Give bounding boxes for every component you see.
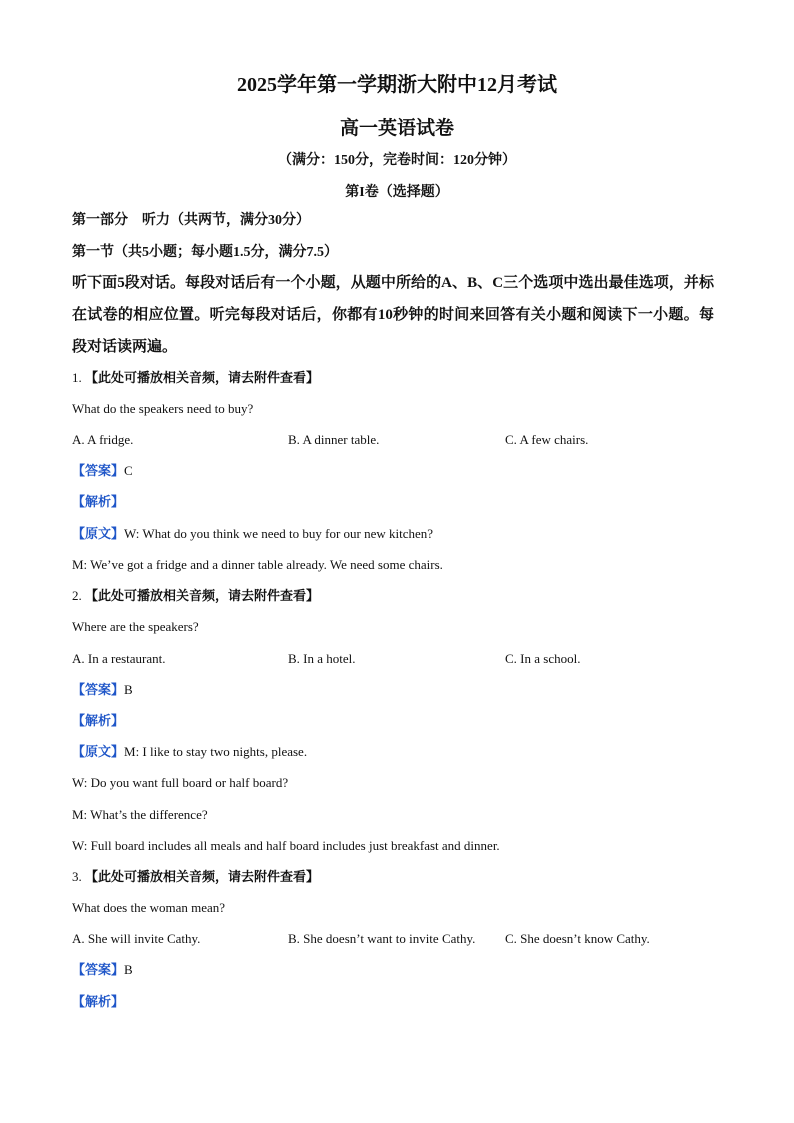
question-number: 2. — [72, 588, 82, 603]
option-c[interactable]: C. In a school. — [505, 651, 581, 666]
answer-row — [72, 681, 133, 699]
analysis-label: 【解析】 — [72, 994, 125, 1009]
option-a[interactable]: A. A fridge. — [72, 432, 134, 447]
transcript-label: 【原文】 — [72, 744, 125, 759]
audio-placeholder-link[interactable]: 【此处可播放相关音频，请去附件查看】 — [85, 588, 320, 603]
question-2-text: Where are the speakers? — [72, 619, 199, 634]
answer-label: 【答案】 — [72, 463, 125, 478]
answer-row — [72, 462, 133, 480]
answer-label: 【答案】 — [72, 962, 125, 977]
option-b[interactable]: B. In a hotel. — [288, 651, 356, 666]
transcript-line: W: Full board includes all meals and half board includes just breakfast and dinner. — [72, 838, 500, 853]
question-number: 1. — [72, 370, 82, 385]
answer-value: C — [124, 463, 133, 478]
question-3-text: What does the woman mean? — [72, 900, 226, 915]
audio-placeholder-link[interactable]: 【此处可播放相关音频，请去附件查看】 — [85, 869, 320, 884]
answer-value: B — [124, 962, 133, 977]
question-3-header — [72, 868, 319, 886]
transcript-line: 【原文】W: What do you think we need to buy for our new kitchen? — [72, 526, 434, 541]
subpart-heading: 第一节（共5小题；每小题1.5分，满分7.5） — [72, 245, 338, 260]
audio-placeholder-link[interactable]: 【此处可播放相关音频，请去附件查看】 — [85, 370, 320, 385]
volume-heading: 第I卷（选择题） — [345, 185, 449, 200]
question-1-text: What do the speakers need to buy? — [72, 401, 254, 416]
part-heading: 第一部分 听力（共两节，满分30分） — [72, 213, 310, 228]
transcript-line: W: Do you want full board or half board? — [72, 775, 289, 790]
option-c[interactable]: C. She doesn’t know Cathy. — [505, 931, 650, 946]
answer-value: B — [124, 682, 133, 697]
analysis-row — [72, 712, 124, 730]
exam-meta: （满分：150分，完卷时间：120分钟） — [278, 153, 516, 168]
answer-row — [72, 961, 133, 979]
question-2-header — [72, 587, 319, 605]
option-b[interactable]: B. A dinner table. — [288, 432, 380, 447]
exam-subtitle: 高一英语试卷 — [339, 118, 454, 139]
option-a[interactable]: A. She will invite Cathy. — [72, 931, 201, 946]
transcript-line: 【原文】M: I like to stay two nights, please. — [72, 744, 308, 759]
answer-label: 【答案】 — [72, 682, 125, 697]
analysis-label: 【解析】 — [72, 494, 125, 509]
analysis-label: 【解析】 — [72, 713, 125, 728]
exam-title: 2025学年第一学期浙大附中12月考试 — [237, 74, 557, 96]
option-a[interactable]: A. In a restaurant. — [72, 651, 166, 666]
question-number: 3. — [72, 869, 82, 884]
analysis-row — [72, 493, 124, 511]
instructions: 听下面5段对话。每段对话后有一个小题，从题中所给的A、B、C三个选项中选出最佳选项，并标在试卷的相应位置。听完每段对话后，你都有10秒钟的时间来回答有关小题和阅读下一小题。每段对话读两遍。 — [72, 275, 714, 355]
question-1-header — [72, 369, 319, 387]
option-b[interactable]: B. She doesn’t want to invite Cathy. — [288, 931, 476, 946]
transcript-label: 【原文】 — [72, 526, 125, 541]
transcript-line: M: We’ve got a fridge and a dinner table already. We need some chairs. — [72, 557, 443, 572]
transcript-line: M: What’s the difference? — [72, 807, 208, 822]
option-c[interactable]: C. A few chairs. — [505, 432, 589, 447]
analysis-row — [72, 993, 124, 1011]
